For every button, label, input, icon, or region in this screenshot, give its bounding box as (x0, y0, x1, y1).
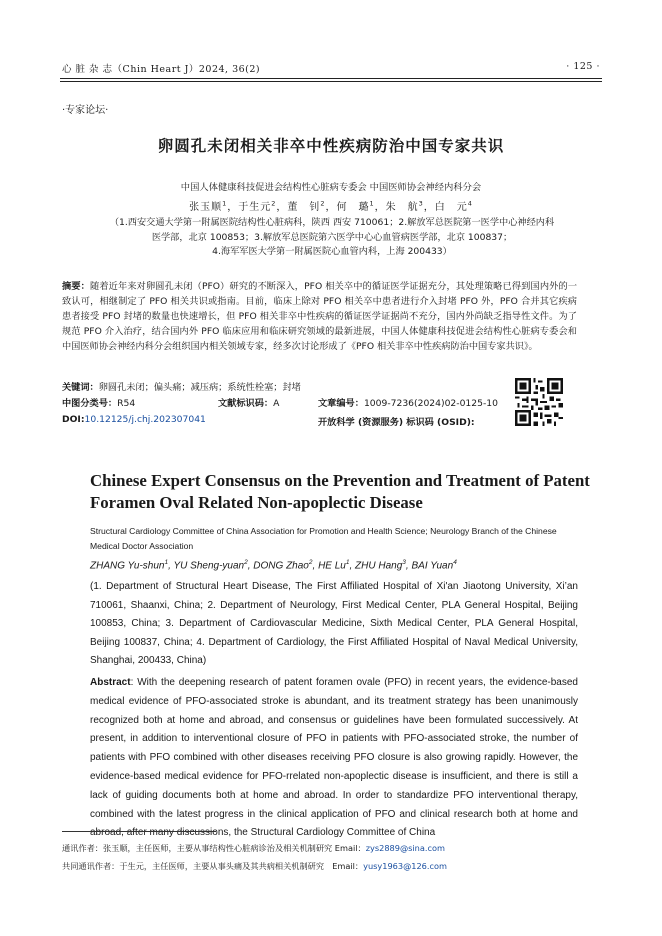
en-organization: Structural Cardiology Committee of China Association for Promotion and Health Science; Neurology Branch of the Chinese Medical Doctor Association (90, 526, 557, 551)
en-author: BAI Yuan (411, 560, 454, 572)
cn-affil-line: （1.西安交通大学第一附属医院结构性心脏病科，陕西 西安 710061；2.解放军总医院第一医学中心神经内科 (109, 217, 555, 228)
qr-code-icon[interactable] (515, 378, 563, 426)
cn-abstract (62, 279, 577, 354)
cn-organization: 中国人体健康科技促进会结构性心脏病专委会 中国医师协会神经内科分会 (180, 182, 482, 193)
cn-author: 张玉顺 (189, 202, 223, 213)
cn-author: 朱 航 (385, 202, 419, 213)
cn-affil-line: 4.海军军医大学第一附属医院心血管内科，上海 200433） (212, 246, 452, 257)
clc-number: 中图分类号：R54 (62, 398, 136, 409)
doi: DOI:10.12125/j.chj.202307041 (62, 414, 206, 425)
running-header-journal: 心 脏 杂 志（Chin Heart J）2024, 36(2) (62, 64, 261, 75)
email-link[interactable]: yusy1963@126.com (363, 861, 447, 871)
en-author: ZHU Hang (355, 560, 403, 572)
footnote-rule (62, 831, 216, 832)
osid-label: 开放科学 (资源服务) 标识码 (OSID): (318, 417, 475, 428)
cn-affiliations (72, 216, 592, 260)
column-label: ·专家论坛· (62, 105, 109, 116)
en-affiliations: (1. Department of Structural Heart Disease, The First Affiliated Hospital of Xi'an Jiaotong University, Xi’an 710061, Shaanxi, China; 2. Department of Neurology, First Medical Center, PLA General Hospital, Beijing 100853, China; 3. Department of Cardiovascular Medicine, Sixth Medical Center, PLA General Hospital, Beijing 100837, China; 4. Department of Cardiology, the First Affiliated Hospital of Naval Medical University, Shanghai, 200433, China) (90, 581, 578, 666)
cn-title: 卵圆孔未闭相关非卒中性疾病防治中国专家共识 (157, 137, 505, 155)
en-abstract-label: Abstract (90, 677, 131, 688)
document-code: 文献标识码：A (218, 398, 280, 409)
cn-affil-line: 医学部，北京 100853；3.解放军总医院第六医学中心心血管病医学部，北京 100837； (151, 231, 513, 243)
en-title: Chinese Expert Consensus on the Prevention and Treatment of Patent Foramen Oval Related Non-apoplectic Disease (90, 471, 590, 512)
footnote-co-corresponding-author: 共同通讯作者：于生元，主任医师，主要从事头痛及其共病相关机制研究 Email：yusy1963@126.com (62, 861, 447, 871)
en-abstract (90, 674, 578, 843)
running-header-page-number: · 125 · (566, 61, 600, 72)
article-number: 文章编号：1009-7236(2024)02-0125-10 (318, 398, 498, 409)
doi-link[interactable]: 10.12125/j.chj.202307041 (84, 414, 206, 425)
footnote-corresponding-author: 通讯作者：张玉顺，主任医师，主要从事结构性心脏病诊治及相关机制研究 Email：zys2889@sina.com (62, 843, 445, 853)
cn-author: 于生元 (238, 202, 272, 213)
header-rule-thick (60, 78, 602, 79)
cn-abstract-label: 摘要： (62, 281, 90, 292)
cn-author: 董 钊 (287, 202, 321, 213)
header-rule-thin (60, 81, 602, 82)
en-author: YU Sheng-yuan (173, 560, 245, 572)
en-abstract-text: : With the deepening research of patent foramen ovale (PFO) in recent years, the evidence-based medical evidence of PFO-associated stroke is abundant, and its treatment strategy has been unanimously recognized both at home and abroad, and consensus or guidelines have been formulated successively. At present, in addition to interventional closure of PFO in patients with PFO-associated stroke, the number of patients with PFO combined with other diseases receiving PFO closure is also growing rapidly. However, the evidence-based medical evidence for PFO-rrelated non-apoplectic disease is insufficient, and there is still a lack of guiding documents both at home and abroad. In order to standardize PFO interventional therapy, combined with the latest progress in the clinical application of PFO and clinical research both at home and abroad, after many discussions, the Structural Cardiology Committee of China (90, 677, 578, 839)
cn-author: 白 元 (434, 202, 468, 213)
en-author: ZHANG Yu-shun (90, 560, 165, 572)
cn-authors: 张玉顺$^1$，于生元$^2$，董 钊$^2$，何 璐$^1$，朱 航$^3$，白 元$^4$ (189, 199, 473, 213)
en-authors: ZHANG Yu-shun$^1$, YU Sheng-yuan$^2$, DONG Zhao$^2$, HE Lu$^1$, ZHU Hang$^3$, BAI Yuan$^4$ (90, 559, 457, 572)
email-link[interactable]: zys2889@sina.com (365, 843, 445, 853)
en-author: HE Lu (318, 560, 346, 572)
cn-author: 何 璐 (336, 202, 370, 213)
en-author: DONG Zhao (253, 560, 309, 572)
cn-keywords: 关键词：卵圆孔未闭；偏头痛；减压病；系统性栓塞；封堵 (62, 382, 301, 393)
cn-abstract-text: 随着近年来对卵圆孔未闭（PFO）研究的不断深入，PFO 相关卒中的循证医学证据充分，其处理策略已得到国内外的一致认可，相继制定了 PFO 相关共识或指南。目前，临床上除对 PFO 相关卒中患者进行介入封堵 PFO 外，PFO 合并其它疾病患者接受 PFO 封堵的数量也快速增长，但 PFO 相关非卒中性疾病的循证医学证据尚不充分，国内外尚缺乏指导性文件。为了规范 PFO 介入治疗，结合国内外 PFO 临床应用和临床研究领域的最新进展，中国人体健康科技促进会结构性心脏病专委会和中国医师协会神经内科分会组织国内相关领域专家，经多次讨论形成了《PFO 相关非卒中性疾病防治中国专家共识》。 (62, 281, 578, 352)
